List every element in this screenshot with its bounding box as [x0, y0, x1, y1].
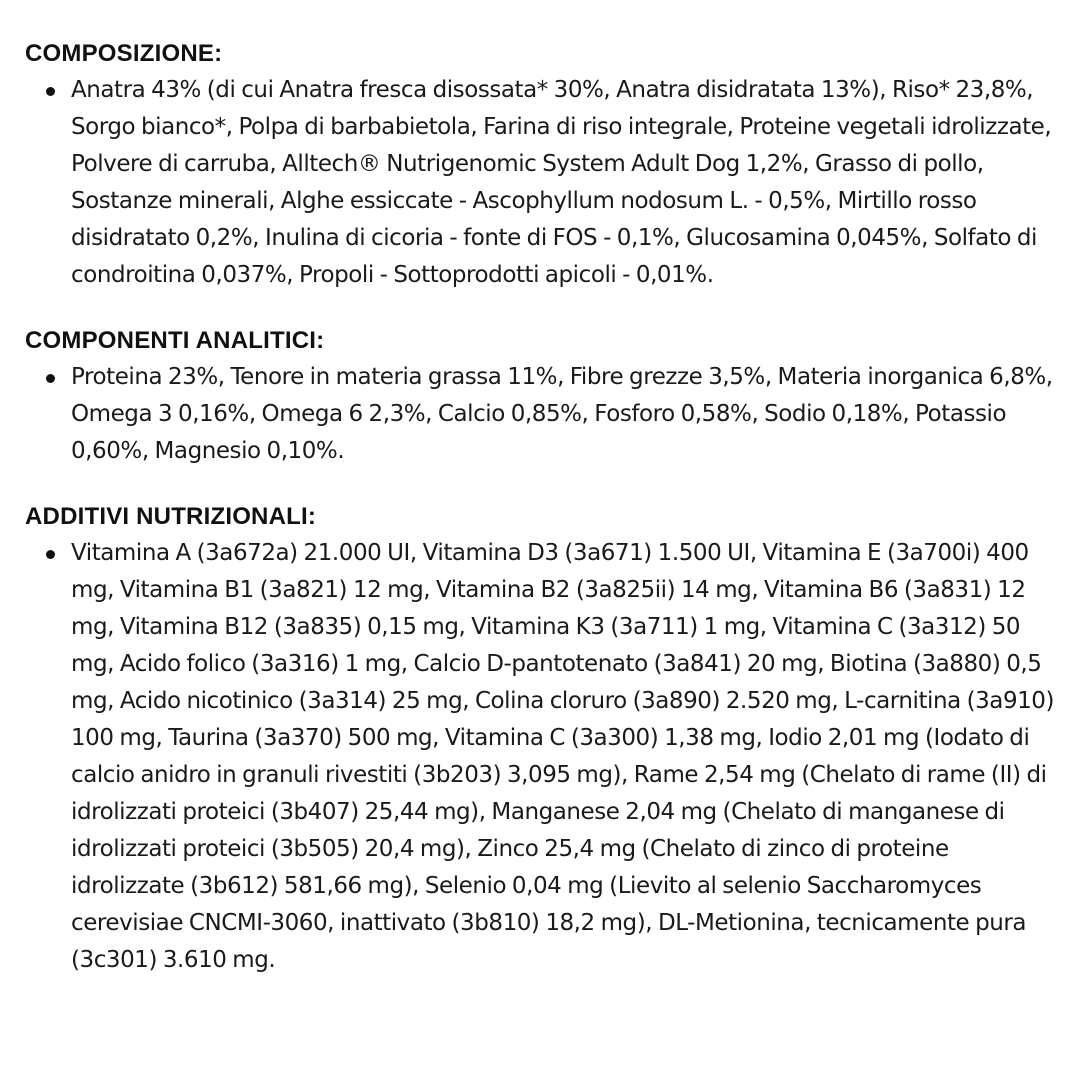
nutritional-additives-text: Vitamina A (3a672a) 21.000 UI, Vitamina D3 (3a671) 1.500 UI, Vitamina E (3a700i) 400 mg, Vitamina B1 (3a821) 12 mg, Vitamina B2 (3a825ii) 14 mg, Vitamina B6 (3a831) 12 mg, Vitamina B12 (3a835) 0,15 mg, Vitamina K3 (3a711) 1 mg, Vitamina C (3a312) 50 mg, Acido folico (3a316) 1 mg, Calcio D-pantotenato (3a841) 20 mg, Biotina (3a880) 0,5 mg, Acido nicotinico (3a314) 25 mg, Colina cloruro (3a890) 2.520 mg, L-carnitina (3a910) 100 mg, Taurina (3a370) 500 mg, Vitamina C (3a300) 1,38 mg, Iodio 2,01 mg (Iodato di calcio anidro in granuli rivestiti (3b203) 3,095 mg), Rame 2,54 mg (Chelato di rame (II) di idrolizzati proteici (3b407) 25,44 mg), Manganese 2,04 mg (Chelato di manganese di idrolizzati proteici (3b505) 20,4 mg), Zinco 25,4 mg (Chelato di zinco di proteine idrolizzate (3b612) 581,66 mg), Selenio 0,04 mg (Lievito al selenio Saccharomyces cerevisiae CNCMI-3060, inattivato (3b810) 18,2 mg), DL-Metionina, tecnicamente pura (3c301) 3.610 mg.	[71, 540, 1055, 973]
composition-list-item	[25, 72, 1055, 294]
nutritional-additives-list-item	[25, 535, 1055, 979]
nutritional-additives-list	[25, 535, 1055, 979]
analytical-components-list-item	[25, 359, 1055, 470]
bullet-dot-icon	[46, 374, 55, 383]
composition-list	[25, 72, 1055, 294]
bullet-dot-icon	[46, 550, 55, 559]
composition-text: Anatra 43% (di cui Anatra fresca disossata* 30%, Anatra disidratata 13%), Riso* 23,8%, Sorgo bianco*, Polpa di barbabietola, Farina di riso integrale, Proteine vegetali idrolizzate, Polvere di carruba, Alltech® Nutrigenomic System Adult Dog 1,2%, Grasso di pollo, Sostanze minerali, Alghe essiccate - Ascophyllum nodosum L. - 0,5%, Mirtillo rosso disidratato 0,2%, Inulina di cicoria - fonte di FOS - 0,1%, Glucosamina 0,045%, Solfato di condroitina 0,037%, Propoli - Sottoprodotti apicoli - 0,01%.	[71, 77, 1052, 288]
composition-section	[25, 36, 1055, 294]
analytical-components-heading: COMPONENTI ANALITICI:	[25, 327, 325, 354]
composition-heading: COMPOSIZIONE:	[25, 40, 223, 67]
bullet-dot-icon	[46, 87, 55, 96]
analytical-components-section	[25, 323, 1055, 470]
ingredients-document	[25, 36, 1055, 979]
nutritional-additives-heading: ADDITIVI NUTRIZIONALI:	[25, 503, 317, 530]
analytical-components-text: Proteina 23%, Tenore in materia grassa 11%, Fibre grezze 3,5%, Materia inorganica 6,8%, Omega 3 0,16%, Omega 6 2,3%, Calcio 0,85%, Fosforo 0,58%, Sodio 0,18%, Potassio 0,60%, Magnesio 0,10%.	[71, 364, 1053, 464]
nutritional-additives-section	[25, 499, 1055, 979]
analytical-components-list	[25, 359, 1055, 470]
